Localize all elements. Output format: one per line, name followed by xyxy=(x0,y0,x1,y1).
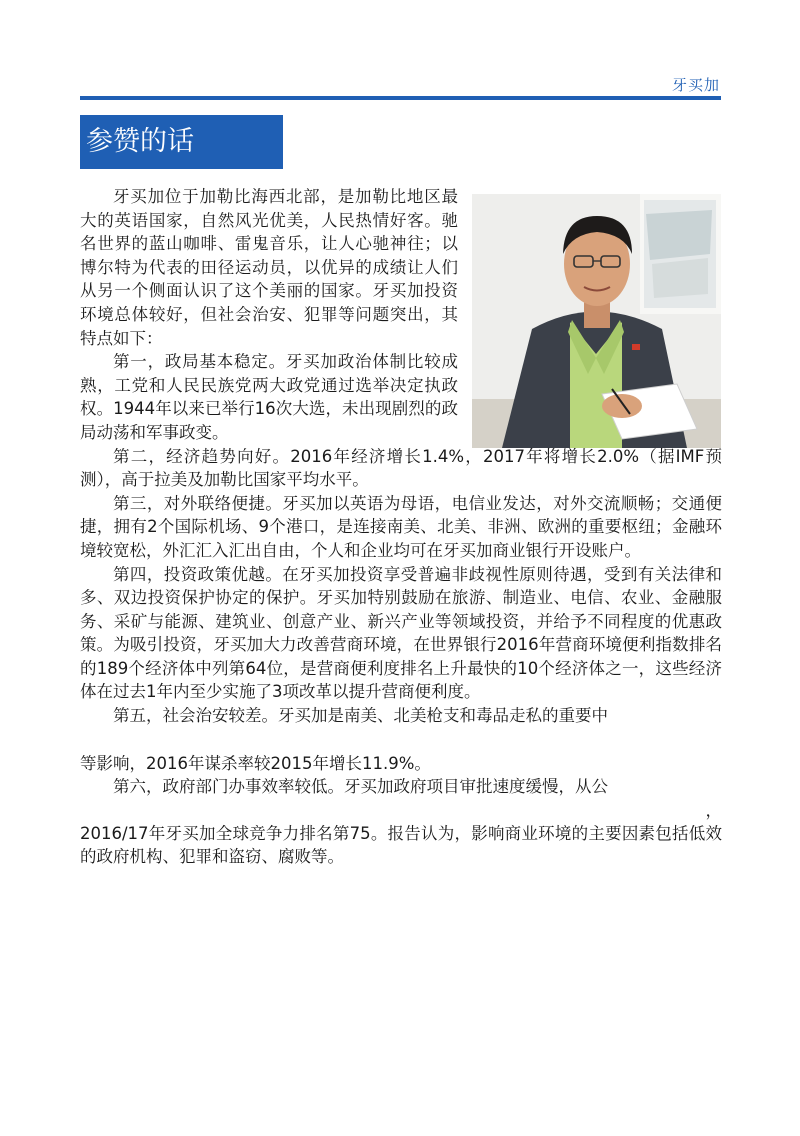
section-title: 参赞的话 xyxy=(80,115,283,169)
paragraph-efficiency-line1: 第六，政府部门办事效率较低。牙买加政府项目审批速度缓慢，从公 xyxy=(113,777,608,797)
stray-comma: ， xyxy=(705,800,722,820)
paragraph-efficiency-line2: 2016/17年牙买加全球竞争力排名第75。报告认为，影响商业环境的主要因素包括低效的政府机构、犯罪和盗窃、腐败等。 xyxy=(80,823,722,867)
text-gap xyxy=(80,728,722,752)
body-text xyxy=(80,185,722,869)
paragraph-investment-policy: 第四，投资政策优越。在牙买加投资享受普遍非歧视性原则待遇，受到有关法律和多、双边投资保护协定的保护。牙买加特别鼓励在旅游、制造业、电信、农业、金融服务、采矿与能源、建筑业、创意产业、新兴产业等领域投资，并给予不同程度的优惠政策。为吸引投资，牙买加大力改善营商环境，在世界银行2016年营商环境便利指数排名的189个经济体中列第64位，是营商便利度排名上升最快的10个经济体之一，这些经济体在过去1年内至少实施了3项改革以提升营商便利度。 xyxy=(80,564,722,702)
header-rule xyxy=(80,96,721,100)
paragraph-intro: 牙买加位于加勒比海西北部，是加勒比地区最大的英语国家，自然风光优美，人民热情好客。驰名世界的蓝山咖啡、雷鬼音乐，让人心驰神往；以博尔特为代表的田径运动员，以优异的成绩让人们从另一个侧面认识了这个美丽的国家。牙买加投资环境总体较好，但社会治安、犯罪等问题突出，其特点如下： xyxy=(80,187,458,348)
header-country-label: 牙买加 xyxy=(671,76,720,94)
paragraph-economy: 第二，经济趋势向好。2016年经济增长1.4%，2017年将增长2.0%（据IMF预测），高于拉美及加勒比国家平均水平。 xyxy=(80,446,722,490)
paragraph-security-line1: 第五，社会治安较差。牙买加是南美、北美枪支和毒品走私的重要中 xyxy=(113,706,608,726)
paragraph-security-line2: 等影响，2016年谋杀率较2015年增长11.9%。 xyxy=(80,753,431,773)
paragraph-politics: 第一，政局基本稳定。牙买加政治体制比较成熟，工党和人民民族党两大政党通过选举决定执政权。1944年以来已举行16次大选，未出现剧烈的政局动荡和军事政变。 xyxy=(80,352,458,442)
paragraph-connectivity: 第三，对外联络便捷。牙买加以英语为母语，电信业发达，对外交流顺畅；交通便捷，拥有2个国际机场、9个港口，是连接南美、北美、非洲、欧洲的重要枢纽；金融环境较宽松，外汇汇入汇出自由，个人和企业均可在牙买加商业银行开设账户。 xyxy=(80,493,722,560)
